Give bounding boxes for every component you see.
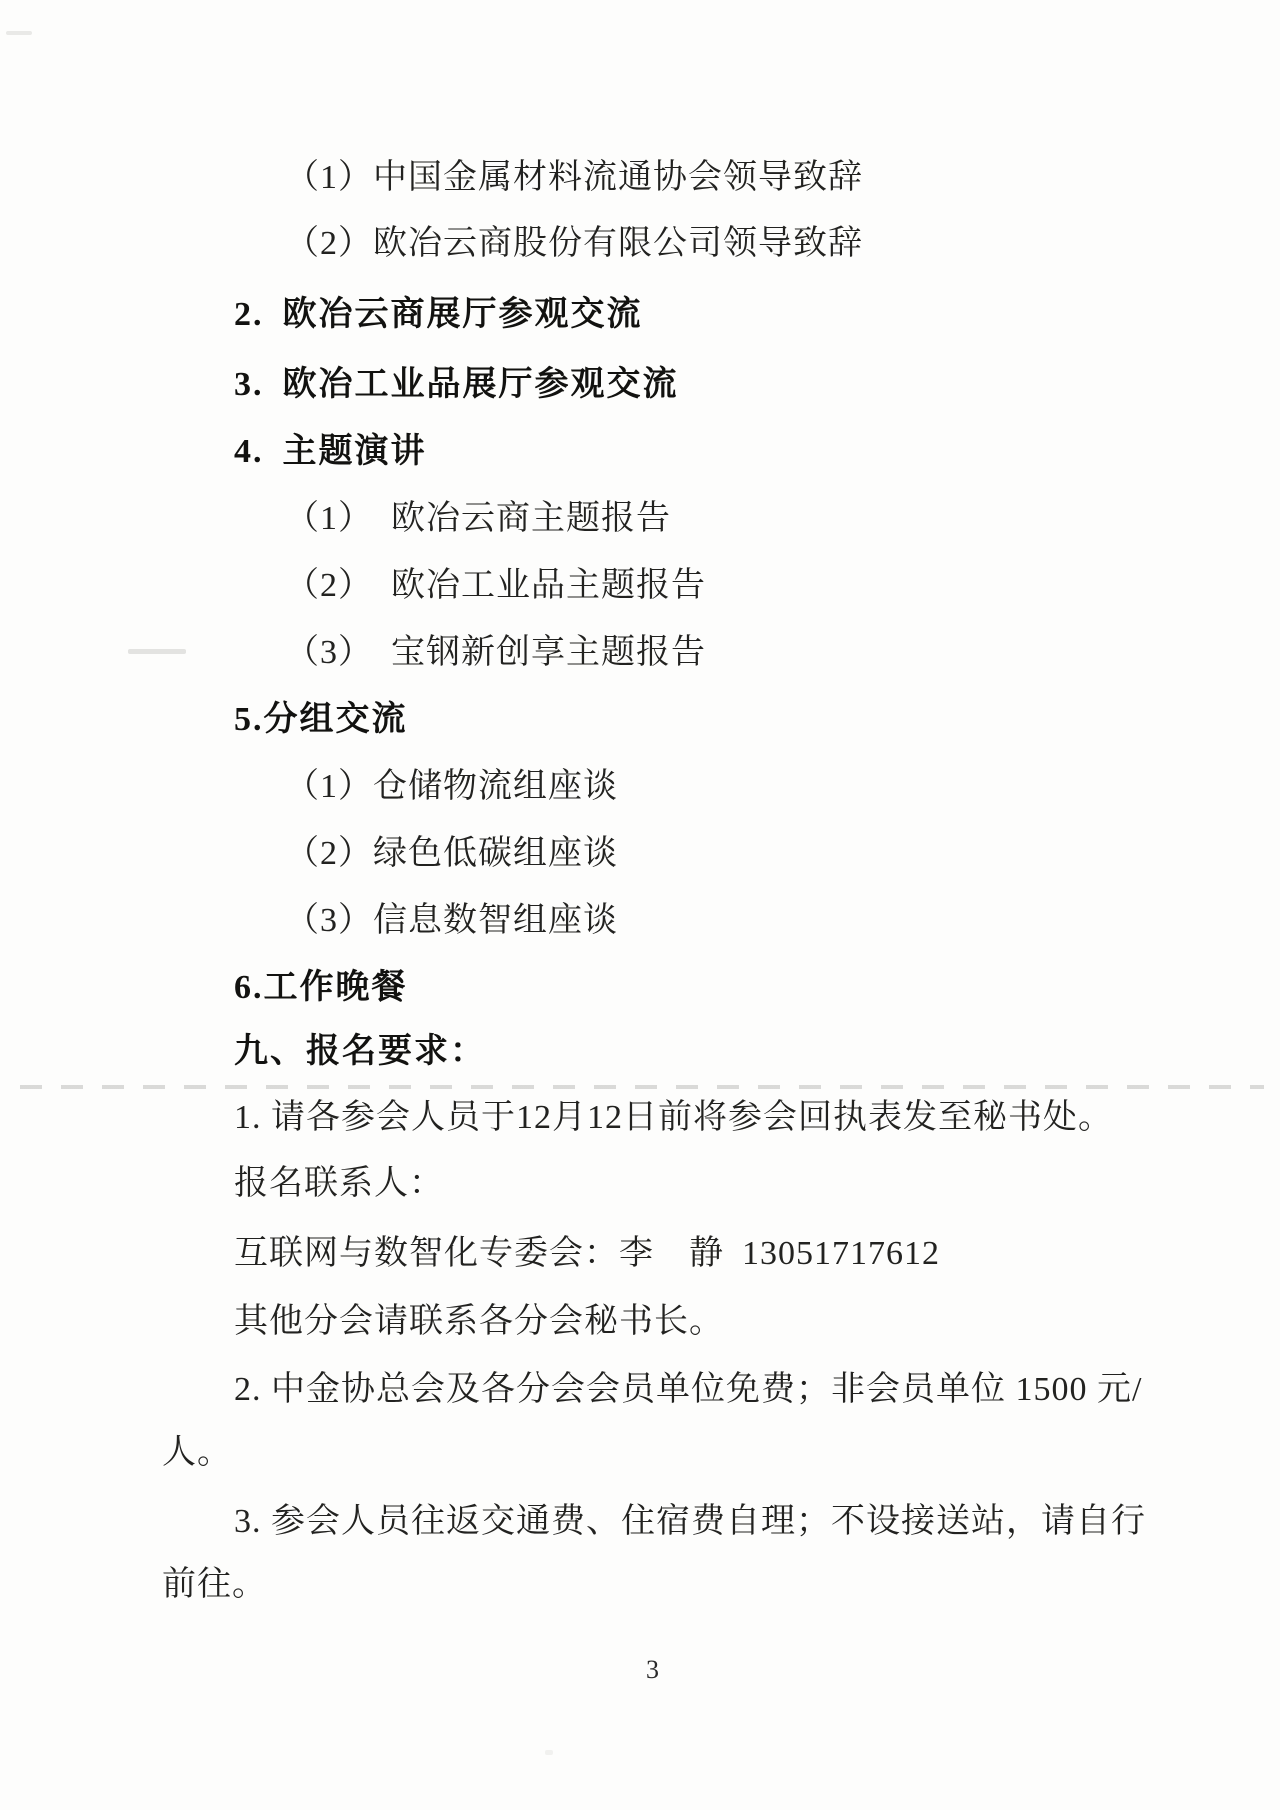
registration-para-2-line-1: 2. 中金协总会及各分会会员单位免费；非会员单位 1500 元/ [234, 1371, 1143, 1408]
registration-para-3-line-2: 前往。 [162, 1566, 267, 1603]
agenda-4-subitem-1: （1） 欧冶云商主题报告 [285, 500, 671, 537]
registration-contact-label: 报名联系人： [234, 1165, 444, 1202]
registration-para-2-line-2: 人。 [162, 1434, 232, 1471]
agenda-item-6: 6.工作晚餐 [234, 969, 408, 1006]
scan-artifact-dashed-line [20, 1085, 1264, 1089]
scan-artifact-bottom-dot [545, 1750, 553, 1755]
scan-artifact-top-left-dash [6, 31, 32, 35]
agenda-item-4: 4. 主题演讲 [234, 433, 427, 470]
agenda-item-3: 3. 欧冶工业品展厅参观交流 [234, 366, 679, 403]
agenda-opening-subitem-2: （2）欧冶云商股份有限公司领导致辞 [285, 225, 863, 262]
registration-para-1: 1. 请各参会人员于12月12日前将参会回执表发至秘书处。 [234, 1099, 1113, 1136]
agenda-5-subitem-3: （3）信息数智组座谈 [285, 902, 618, 939]
agenda-5-subitem-2: （2）绿色低碳组座谈 [285, 835, 618, 872]
agenda-item-2: 2. 欧冶云商展厅参观交流 [234, 296, 643, 333]
agenda-4-subitem-3: （3） 宝钢新创享主题报告 [285, 634, 706, 671]
section-heading-registration: 九、报名要求： [234, 1033, 486, 1070]
scan-artifact-left-margin-dash [128, 649, 186, 654]
agenda-4-subitem-2: （2） 欧冶工业品主题报告 [285, 567, 706, 604]
page-number: 3 [646, 1655, 659, 1684]
registration-contact-note: 其他分会请联系各分会秘书长。 [234, 1303, 724, 1340]
registration-contact-info: 互联网与数智化专委会：李 静 13051717612 [234, 1235, 940, 1272]
agenda-item-5: 5.分组交流 [234, 701, 408, 738]
registration-para-3-line-1: 3. 参会人员往返交通费、住宿费自理；不设接送站，请自行 [234, 1503, 1146, 1540]
agenda-opening-subitem-1: （1）中国金属材料流通协会领导致辞 [285, 159, 863, 196]
agenda-5-subitem-1: （1）仓储物流组座谈 [285, 768, 618, 805]
